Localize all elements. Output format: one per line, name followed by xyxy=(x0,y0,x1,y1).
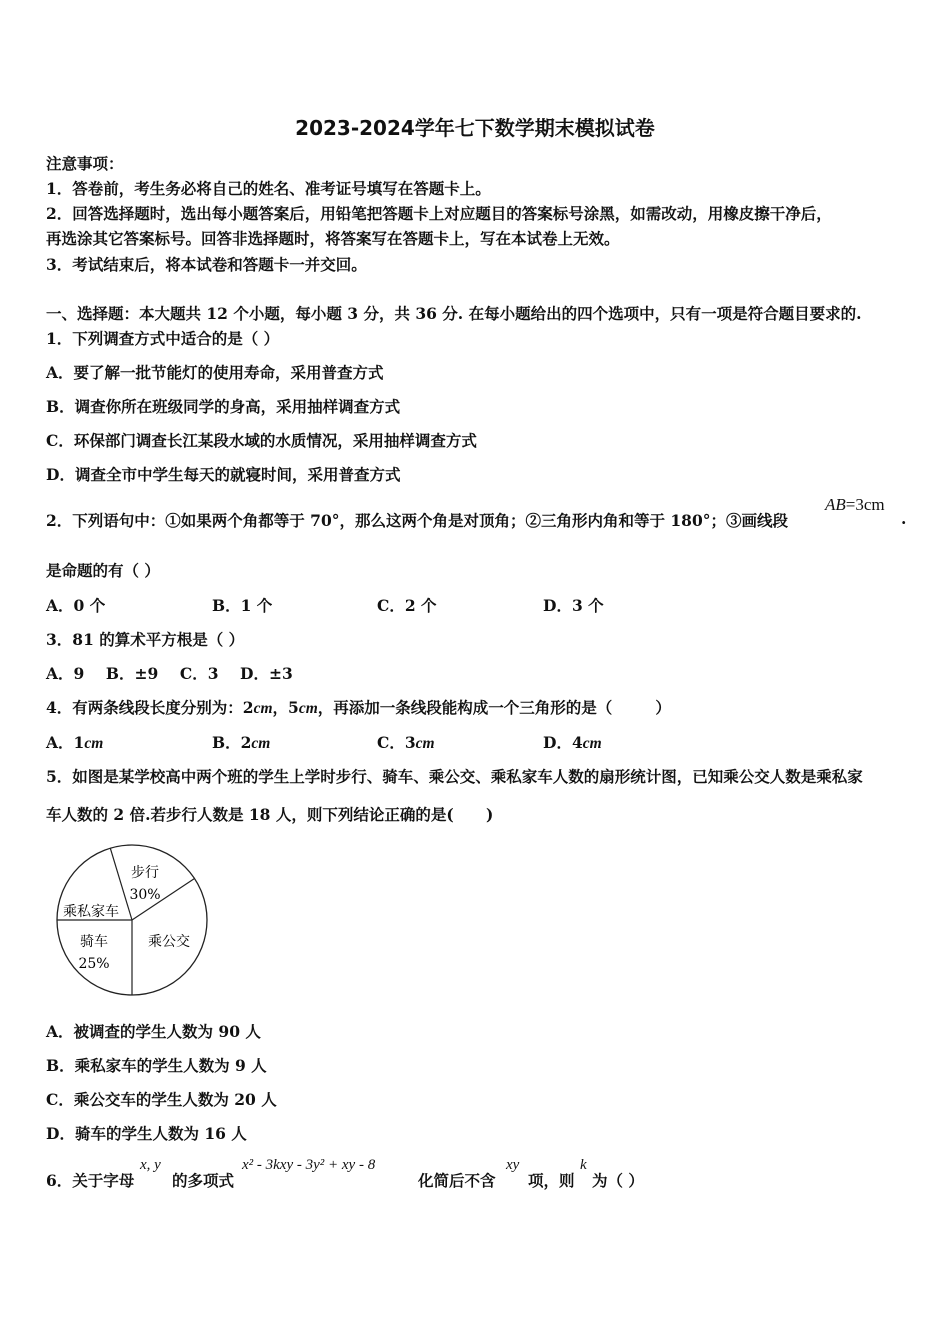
q6-k: k xyxy=(580,1157,587,1173)
question-3-stem: 3．81 的算术平方根是（ ） xyxy=(46,630,245,649)
q2-option-d: D．3 个 xyxy=(543,596,604,615)
question-2-stem: 2．下列语句中：①如果两个角都等于 70°，那么这两个角是对顶角；②三角形内角和等于 180°；③画线段 xyxy=(46,511,789,530)
q5-option-b: B．乘私家车的学生人数为 9 人 xyxy=(46,1056,267,1075)
q4-option-a-unit: cm xyxy=(84,735,104,752)
q1-option-b: B．调查你所在班级同学的身高，采用抽样调查方式 xyxy=(46,397,401,416)
notice-item: 1．答卷前，考生务必将自己的姓名、准考证号填写在答题卡上。 xyxy=(46,179,491,198)
q1-option-c: C．环保部门调查长江某段水域的水质情况，采用抽样调查方式 xyxy=(46,431,477,450)
q4-option-d-label: D．4 xyxy=(543,733,583,752)
q4-unit-2: cm xyxy=(298,700,318,717)
q4-option-a-label: A．1 xyxy=(46,733,85,752)
q2-option-c: C．2 个 xyxy=(377,596,437,615)
question-4-stem xyxy=(46,696,671,718)
q2-math-expression xyxy=(825,495,885,515)
q2-option-b: B．1 个 xyxy=(212,596,273,615)
question-6-stem-c: 化简后不含 xyxy=(418,1171,496,1190)
q6-vars: x, y xyxy=(140,1157,161,1173)
notice-heading: 注意事项： xyxy=(46,154,124,173)
q2-math-ab: AB xyxy=(825,495,846,514)
question-5-stem: 5．如图是某学校高中两个班的学生上学时步行、骑车、乘公交、乘私家车人数的扇形统计图，已知乘公交人数是乘私家 xyxy=(46,767,863,786)
q6-xy: xy xyxy=(506,1157,520,1173)
q4-option-b xyxy=(212,731,270,753)
q4-option-c xyxy=(377,731,435,753)
q5-option-c: C．乘公交车的学生人数为 20 人 xyxy=(46,1090,277,1109)
question-5-stem-cont: 车人数的 2 倍.若步行人数是 18 人，则下列结论正确的是( ) xyxy=(46,805,494,824)
q4-stem-c: ，再添加一条线段能构成一个三角形的是（ ） xyxy=(317,698,671,717)
question-6-stem-b: 的多项式 xyxy=(172,1171,235,1190)
q5-option-d: D．骑车的学生人数为 16 人 xyxy=(46,1124,247,1143)
q4-option-a xyxy=(46,731,103,753)
notice-item: 再选涂其它答案标号。回答非选择题时，将答案写在答题卡上，写在本试卷上无效。 xyxy=(46,229,620,248)
page-title: 2023-2024学年七下数学期末模拟试卷 xyxy=(295,116,655,140)
q1-option-d: D．调查全市中学生每天的就寝时间，采用普查方式 xyxy=(46,465,401,484)
q2-math-eq: =3cm xyxy=(845,495,885,514)
q4-option-b-unit: cm xyxy=(251,735,271,752)
slice-label-bike: 骑车 xyxy=(80,934,108,950)
question-2-stem-cont: 是命题的有（ ） xyxy=(46,561,160,580)
q6-polynomial: x² - 3kxy - 3y² + xy - 8 xyxy=(242,1157,376,1173)
q4-option-c-unit: cm xyxy=(415,735,435,752)
q4-option-d-unit: cm xyxy=(582,735,602,752)
question-6-stem-d: 项，则 xyxy=(528,1171,575,1190)
q4-stem-a: 4．有两条线段长度分别为：2 xyxy=(46,698,254,717)
question-1-stem: 1．下列调查方式中适合的是（ ） xyxy=(46,329,280,348)
slice-label-private-car: 乘私家车 xyxy=(63,904,119,920)
q1-option-a: A．要了解一批节能灯的使用寿命，采用普查方式 xyxy=(46,363,384,382)
question-6-stem-e: 为（ ） xyxy=(592,1171,644,1190)
q5-option-a: A．被调查的学生人数为 90 人 xyxy=(46,1022,261,1041)
slice-percent-bike: 25% xyxy=(78,956,110,972)
q4-option-d xyxy=(543,731,602,753)
question-6-stem-a: 6．关于字母 xyxy=(46,1171,135,1190)
slice-percent-walk: 30% xyxy=(129,887,161,903)
pie-chart xyxy=(50,838,215,1003)
notice-item: 3．考试结束后，将本试卷和答题卡一并交回。 xyxy=(46,255,367,274)
q2-period: . xyxy=(901,509,907,528)
notice-item: 2．回答选择题时，选出每小题答案后，用铅笔把答题卡上对应题目的答案标号涂黑，如需改动，用橡皮擦干净后， xyxy=(46,204,832,223)
section-heading: 一、选择题：本大题共 12 个小题，每小题 3 分，共 36 分. 在每小题给出的四个选项中，只有一项是符合题目要求的. xyxy=(46,304,862,323)
slice-label-bus: 乘公交 xyxy=(148,934,190,950)
q4-unit-1: cm xyxy=(253,700,273,717)
q4-option-c-label: C．3 xyxy=(377,733,416,752)
q3-options: A．9 B．±9 C．3 D．±3 xyxy=(46,664,293,683)
q2-option-a: A．0 个 xyxy=(46,596,106,615)
q4-option-b-label: B．2 xyxy=(212,733,252,752)
q4-stem-b: ，5 xyxy=(272,698,299,717)
slice-label-walk: 步行 xyxy=(131,865,159,881)
